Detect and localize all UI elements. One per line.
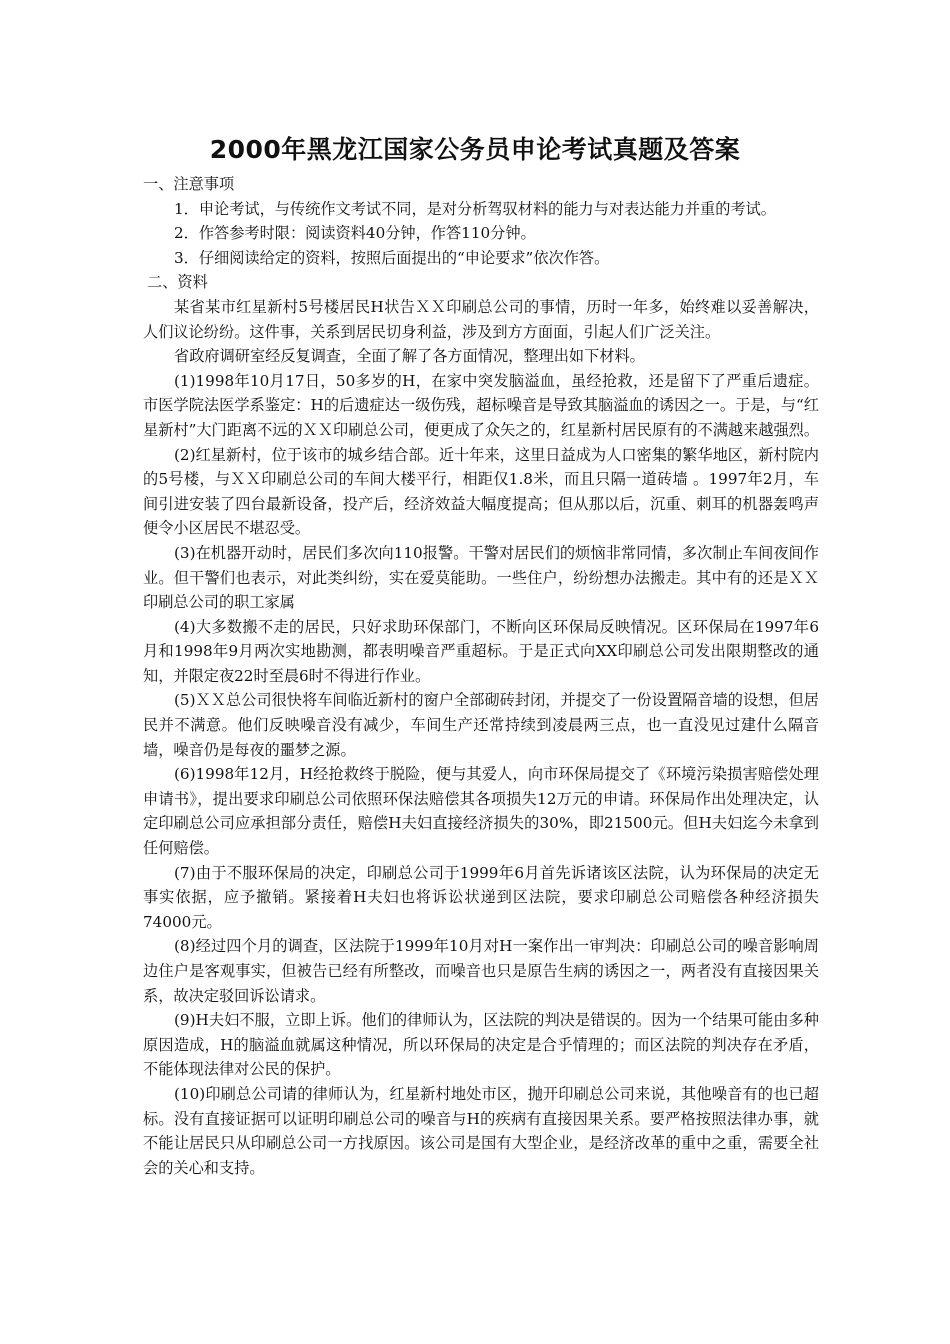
document-title: 2000年黑龙江国家公务员申论考试真题及答案: [209, 135, 741, 164]
material-paragraph: 省政府调研室经反复调查，全面了解了各方面情况，整理出如下材料。: [174, 347, 645, 366]
material-paragraph: 某省某市红星新村5号楼居民H状告ＸＸ印刷总公司的事情，历时一年多，始终难以妥善解决，人们议论纷纷。这件事，关系到居民切身利益，涉及到方方面面，引起人们广泛关注。: [143, 297, 819, 341]
notes-item: 2．作答参考时限：阅读资料40分钟，作答110分钟。: [174, 224, 536, 243]
material-paragraph: (10)印刷总公司请的律师认为，红星新村地处市区，抛开印刷总公司来说，其他噪音有的也已超标。没有直接证据可以证明印刷总公司的噪音与H的疾病有直接因果关系。要严格按照法律办事，就不能让居民只从印刷总公司一方找原因。该公司是国有大型企业，是经济改革的重中之重，需要全社会的关心和支持。: [143, 1084, 819, 1177]
section-heading-materials: 二、资料: [147, 273, 208, 292]
document-body: [143, 172, 819, 1180]
material-paragraph: (2)红星新村，位于该市的城乡结合部。近十年来，这里日益成为人口密集的繁华地区，新村院内的5号楼，与ＸＸ印刷总公司的车间大楼平行，相距仅1.8米，而且只隔一道砖墙 。1997年2月，车间引进安装了四台最新设备，投产后，经济效益大幅度提高；但从那以后，沉重、刺耳的机器轰鸣声便令小区居民不堪忍受。: [143, 445, 819, 538]
section-heading-notes: 一、注意事项: [143, 175, 235, 193]
material-paragraph: (8)经过四个月的调查，区法院于1999年10月对H一案作出一审判决：印刷总公司的噪音影响周边住户是客观事实，但被告已经有所整改，而噪音也只是原告生病的诱因之一，两者没有直接因果关系，故决定驳回诉讼请求。: [143, 937, 819, 1005]
material-paragraph: (4)大多数搬不走的居民，只好求助环保部门，不断向区环保局反映情况。区环保局在1997年6月和1998年9月两次实地勘测，都表明噪音严重超标。于是正式向XX印刷总公司发出限期整改的通知，并限定夜22时至晨6时不得进行作业。: [143, 617, 819, 685]
material-paragraph: (7)由于不服环保局的决定，印刷总公司于1999年6月首先诉诸该区法院，认为环保局的决定无事实依据，应予撤销。紧接着H夫妇也将诉讼状递到区法院，要求印刷总公司赔偿各种经济损失74000元。: [143, 863, 819, 931]
notes-item: 3．仔细阅读给定的资料，按照后面提出的“申论要求”依次作答。: [174, 248, 610, 267]
notes-item: 1．申论考试，与传统作文考试不同，是对分析驾驭材料的能力与对表达能力并重的考试。: [174, 199, 776, 218]
material-paragraph: (9)H夫妇不服，立即上诉。他们的律师认为，区法院的判决是错误的。因为一个结果可能由多种原因造成，H的脑溢血就属这种情况，所以环保局的决定是合乎情理的；而区法院的判决存在矛盾，不能体现法律对公民的保护。: [143, 1011, 819, 1079]
material-paragraph: (1)1998年10月17日，50多岁的H，在家中突发脑溢血，虽经抢救，还是留下了严重后遗症。市医学院法医学系鉴定：H的后遗症达一级伤残，超标噪音是导致其脑溢血的诱因之一。于是，与“红星新村”大门距离不远的ＸＸ印刷总公司，便更成了众矢之的，红星新村居民原有的不满越来越强烈。: [143, 371, 820, 439]
material-paragraph: (5)ＸＸ总公司很快将车间临近新村的窗户全部砌砖封闭，并提交了一份设置隔音墙的设想，但居民并不满意。他们反映噪音没有减少，车间生产还常持续到凌晨两三点，也一直没见过建什么隔音墙，噪音仍是每夜的噩梦之源。: [143, 691, 819, 759]
material-paragraph: (6)1998年12月，H经抢救终于脱险，便与其爱人，向市环保局提交了《环境污染损害赔偿处理申请书》，提出要求印刷总公司依照环保法赔偿其各项损失12万元的申请。环保局作出处理决定，认定印刷总公司应承担部分责任，赔偿H夫妇直接经济损失的30%，即21500元。但H夫妇迄今未拿到任何赔偿。: [143, 765, 819, 858]
material-paragraph: (3)在机器开动时，居民们多次向110报警。干警对居民们的烦恼非常同情，多次制止车间夜间作业。但干警们也表示，对此类纠纷，实在爱莫能助。一些住户，纷纷想办法搬走。其中有的还是ＸＸ印刷总公司的职工家属: [143, 543, 819, 612]
